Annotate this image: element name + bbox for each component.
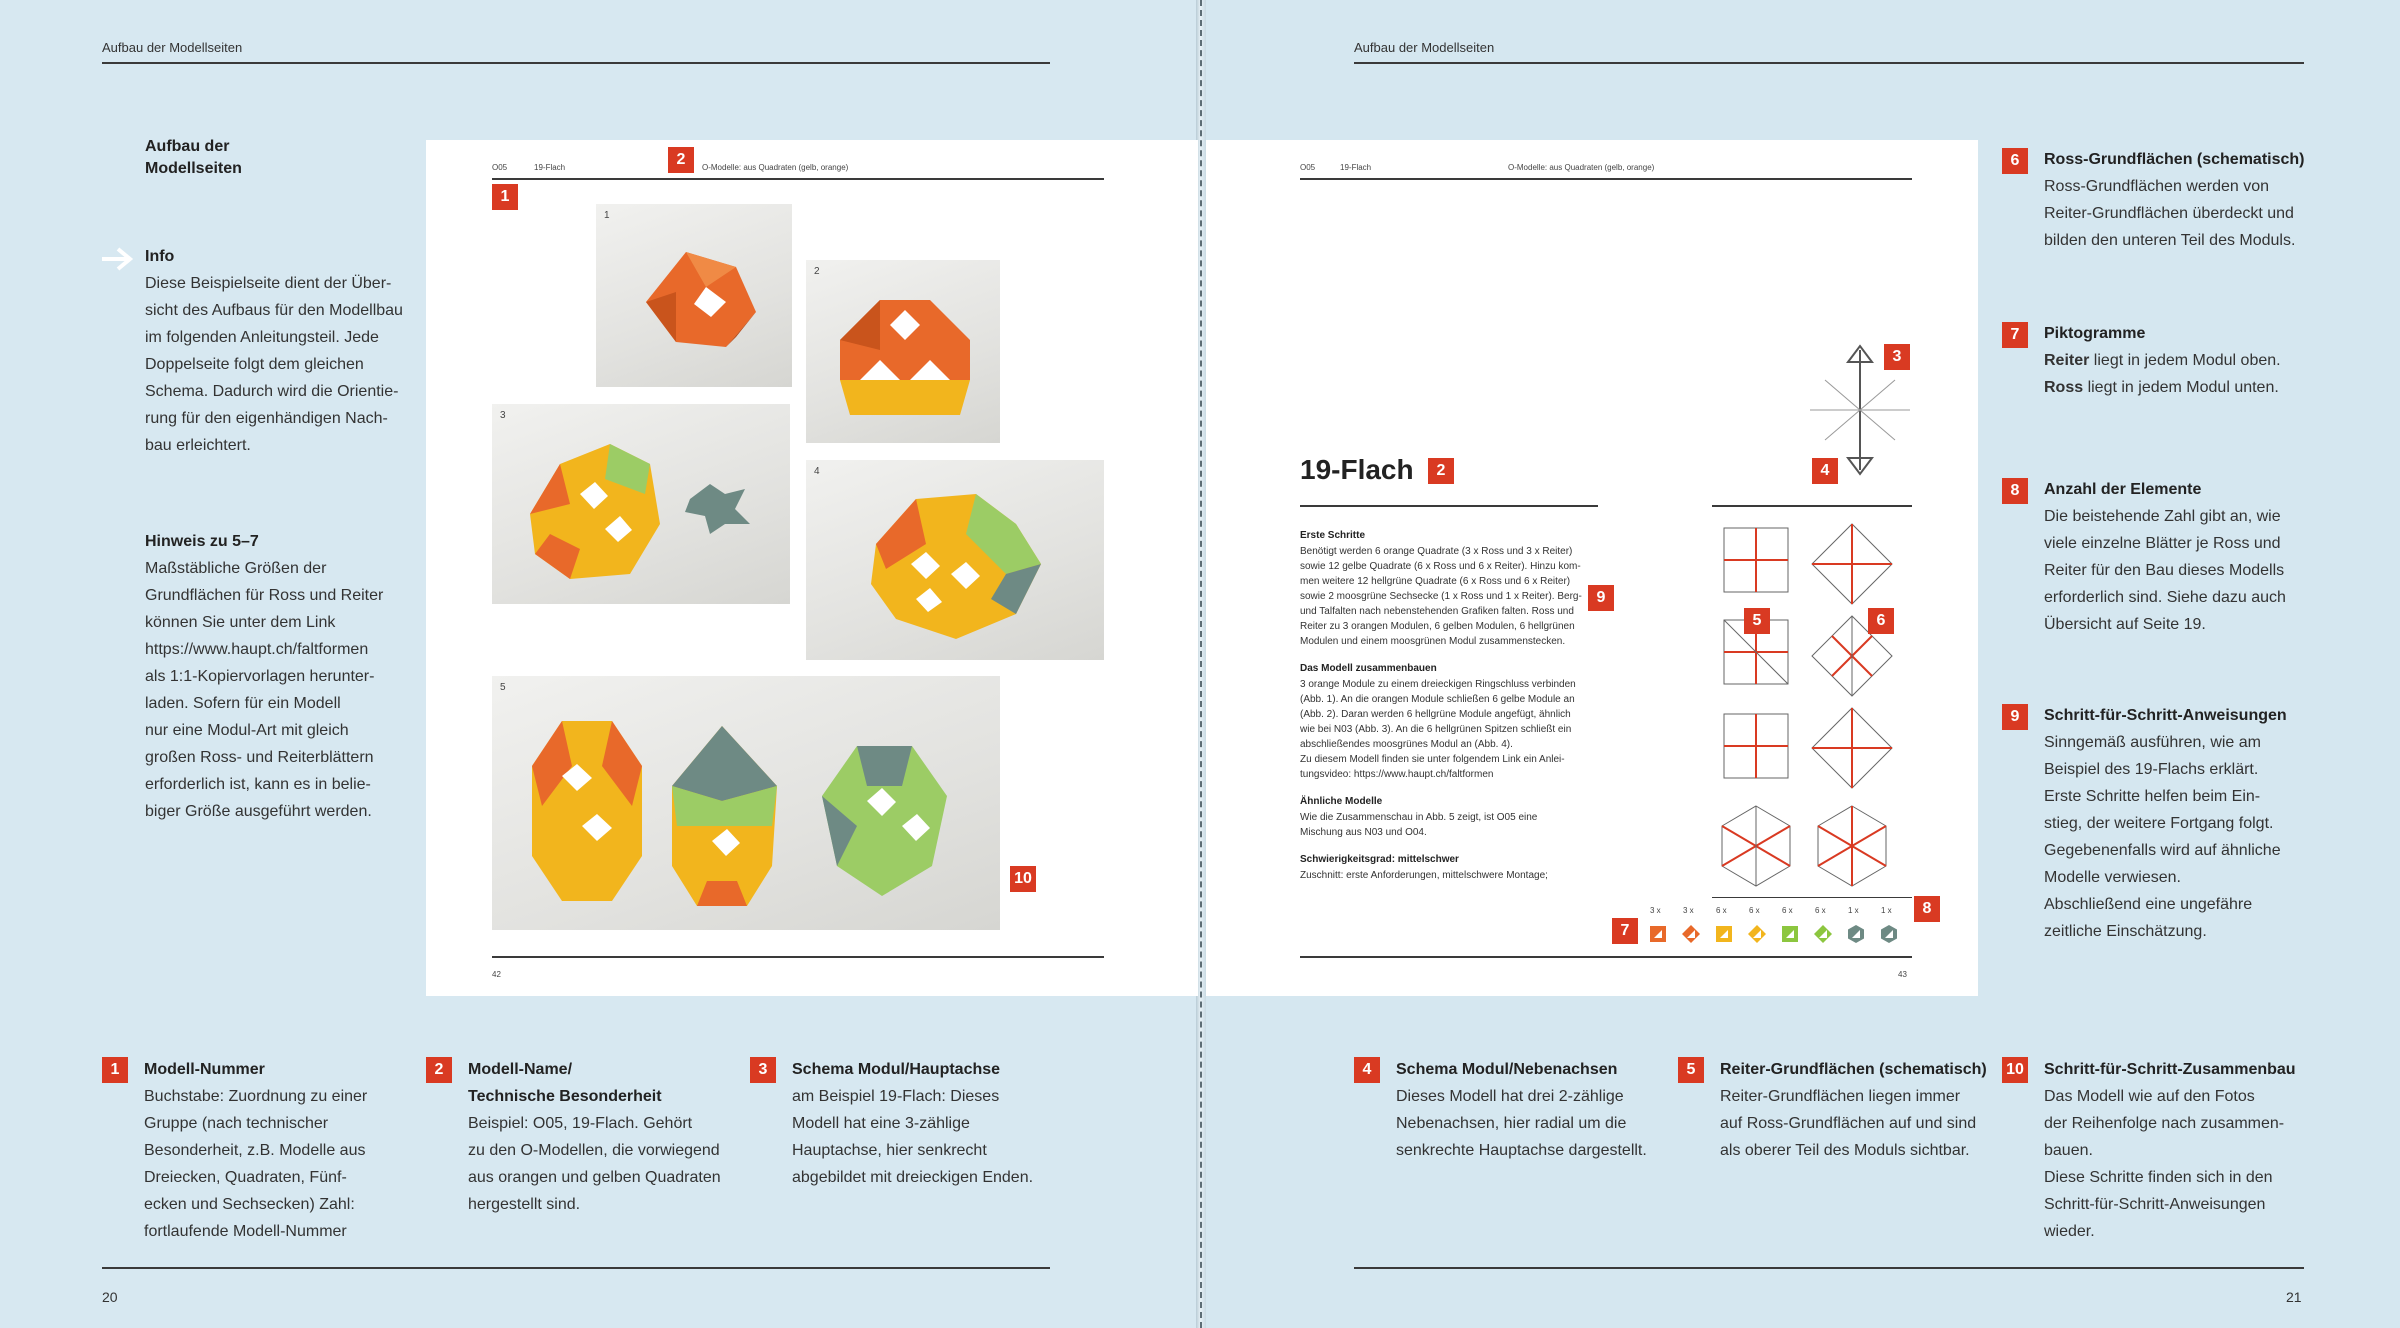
side-note-line [2044, 227, 2334, 254]
side-note-text: Beispiel des 19-Flachs erklärt. [2044, 761, 2259, 778]
arrow-right-icon [100, 245, 134, 278]
badge-6-sample: 6 [1868, 608, 1894, 634]
bottom-note-title: Technische Besonderheit [468, 1088, 662, 1105]
badge-2: 2 [426, 1057, 452, 1083]
bottom-note-line: als oberer Teil des Moduls sichtbar. [1720, 1142, 1970, 1159]
side-note-line [2044, 200, 2334, 227]
side-note-line [2044, 756, 2334, 783]
side-note-line [2044, 864, 2334, 891]
sample-right-code: O05 [1300, 163, 1316, 172]
origami-step-4-illustration [856, 474, 1056, 654]
info-line: sicht des Aufbaus für den Modellbau [145, 302, 403, 319]
ross-pictogram-icon [1813, 924, 1833, 944]
side-note-bold: Ross [2044, 379, 2084, 396]
fold-diagrams [1718, 520, 1918, 900]
side-note-8 [2044, 476, 2334, 638]
sample-instructions [1300, 528, 1600, 895]
origami-step-5-illustration [522, 706, 982, 916]
sample-model-title: 19-Flach [1300, 454, 1414, 485]
badge-10: 10 [2002, 1057, 2028, 1083]
side-note-text: liegt in jedem Modul oben. [2089, 352, 2281, 369]
info-line: im folgenden Anleitungsteil. Jede [145, 329, 379, 346]
instruction-line: Reiter zu 3 orangen Modulen, 6 gelben Modulen, 6 hellgrünen [1300, 621, 1575, 632]
sample-left-header-rule [492, 178, 1104, 180]
element-count: 6 x [1782, 906, 1793, 915]
bottom-note-line: hergestellt sind. [468, 1196, 581, 1213]
bottom-note-title: Modell-Name/ [468, 1061, 573, 1078]
right-side-notes [2002, 0, 2332, 1000]
instruction-heading: Schwierigkeitsgrad: mittelschwer [1300, 854, 1459, 865]
bottom-note-line: Modell hat eine 3-zählige [792, 1115, 970, 1132]
side-note-line [2044, 173, 2334, 200]
instruction-heading: Erste Schritte [1300, 530, 1366, 541]
badge-8-sample: 8 [1914, 896, 1940, 922]
instruction-line: tungsvideo: https://www.haupt.ch/faltformen [1300, 769, 1494, 780]
instruction-line: abschließendes moosgrünes Modul an (Abb. 4). [1300, 739, 1513, 750]
side-note-title: Piktogramme [2044, 325, 2146, 342]
sample-schema-rule [1712, 505, 1912, 507]
side-note-6 [2044, 146, 2334, 254]
origami-step-2-illustration [820, 280, 990, 430]
sample-right-header-rule [1300, 178, 1912, 180]
bottom-note-line: Beispiel: O05, 19-Flach. Gehört [468, 1115, 693, 1132]
instruction-line: (Abb. 2). Daran werden 6 hellgrüne Module angefügt, ähnlich [1300, 709, 1571, 720]
bottom-note-line: wieder. [2044, 1223, 2095, 1240]
bottom-rule-left [102, 1267, 1050, 1269]
element-count: 3 x [1650, 906, 1661, 915]
side-note-line [2044, 783, 2334, 810]
bottom-note-line: Gruppe (nach technischer [144, 1115, 329, 1132]
hinweis-line: können Sie unter dem Link [145, 614, 336, 631]
bottom-note-line: Diese Schritte finden sich in den [2044, 1169, 2273, 1186]
bottom-rule-right [1354, 1267, 2304, 1269]
instruction-line: und Talfalten nach nebenstehenden Grafiken falten. Ross und [1300, 606, 1574, 617]
side-note-text: Übersicht auf Seite 19. [2044, 616, 2206, 633]
element-count: 3 x [1683, 906, 1694, 915]
badge-2-left: 2 [668, 147, 694, 173]
hinweis-heading: Hinweis zu 5–7 [145, 533, 259, 550]
instruction-heading: Das Modell zusammenbauen [1300, 663, 1437, 674]
hinweis-line: erforderlich ist, kann es in belie- [145, 776, 371, 793]
bottom-note-title: Reiter-Grundflächen (schematisch) [1720, 1061, 1987, 1078]
element-count: 6 x [1716, 906, 1727, 915]
side-note-text: erforderlich sind. Siehe dazu auch [2044, 589, 2286, 606]
origami-step-1-illustration [616, 232, 776, 362]
badge-3: 3 [1884, 344, 1910, 370]
bottom-note-5 [1720, 1056, 2010, 1164]
instruction-heading: Ähnliche Modelle [1300, 796, 1383, 807]
badge-6: 6 [2002, 148, 2028, 174]
instruction-section [1300, 661, 1600, 782]
bottom-note-line: Schritt-für-Schritt-Anweisungen [2044, 1196, 2266, 1213]
badge-1: 1 [102, 1057, 128, 1083]
side-note-text: Sinngemäß ausführen, wie am [2044, 734, 2261, 751]
element-count: 1 x [1881, 906, 1892, 915]
side-note-line [2044, 557, 2334, 584]
folio-left: 20 [102, 1289, 118, 1305]
badge-5: 5 [1744, 608, 1770, 634]
info-line: Doppelseite folgt dem gleichen [145, 356, 364, 373]
ross-pictogram-icon [1747, 924, 1767, 944]
bottom-note-3 [792, 1056, 1082, 1191]
side-note-9 [2044, 702, 2334, 945]
info-block [145, 243, 415, 459]
bottom-note-line: senkrechte Hauptachse dargestellt. [1396, 1142, 1647, 1159]
bottom-note-line: Dieses Modell hat drei 2-zählige [1396, 1088, 1624, 1105]
badge-1: 1 [492, 184, 518, 210]
side-note-line [2044, 347, 2334, 374]
sample-left-name: 19-Flach [534, 163, 566, 172]
sample-left-folio: 42 [492, 970, 501, 979]
hinweis-line: laden. Sofern für ein Modell [145, 695, 341, 712]
sample-title-rule [1300, 505, 1598, 507]
badge-5: 5 [1678, 1057, 1704, 1083]
side-note-text: Gegebenenfalls wird auf ähnliche [2044, 842, 2281, 859]
running-head-right: Aufbau der Modellseiten [1354, 40, 1495, 55]
bottom-note-title: Schema Modul/Nebenachsen [1396, 1061, 1618, 1078]
instruction-line: sowie 2 moosgrüne Sechsecke (1 x Ross und 1 x Reiter). Berg- [1300, 591, 1582, 602]
hinweis-line: Maßstäbliche Größen der [145, 560, 327, 577]
instruction-line: Modulen und einem moosgrünen Modul zusammenstecken. [1300, 636, 1566, 647]
bottom-note-4 [1396, 1056, 1686, 1164]
bottom-note-line: Hauptachse, hier senkrecht [792, 1142, 987, 1159]
badge-2-right: 2 [1428, 458, 1454, 484]
bottom-note-line: aus orangen und gelben Quadraten [468, 1169, 721, 1186]
sample-right-name: 19-Flach [1340, 163, 1372, 172]
info-line: Diese Beispielseite dient der Über- [145, 275, 392, 292]
bottom-note-line: am Beispiel 19-Flach: Dieses [792, 1088, 1000, 1105]
side-note-7 [2044, 320, 2334, 401]
info-line: rung für den eigenhändigen Nach- [145, 410, 388, 427]
sample-left-code: O05 [492, 163, 508, 172]
bottom-note-line: der Reihenfolge nach zusammen- [2044, 1115, 2285, 1132]
instruction-section [1300, 528, 1600, 649]
bottom-note-line: ecken und Sechsecken) Zahl: [144, 1196, 355, 1213]
badge-9: 9 [2002, 704, 2028, 730]
photo-step-4: 4 [806, 460, 1104, 660]
side-note-text: stieg, der weitere Fortgang folgt. [2044, 815, 2274, 832]
hinweis-text [145, 555, 425, 825]
bottom-note-title: Schritt-für-Schritt-Zusammenbau [2044, 1061, 2296, 1078]
folio-right: 21 [2286, 1289, 2302, 1305]
hinweis-block [145, 528, 425, 825]
bottom-note-line: Buchstabe: Zuordnung zu einer [144, 1088, 368, 1105]
badge-7: 7 [2002, 322, 2028, 348]
top-rule-left [102, 62, 1050, 64]
side-note-line [2044, 584, 2334, 611]
origami-step-3-illustration [510, 424, 780, 594]
ross-pictogram-icon [1879, 924, 1899, 944]
element-count: 1 x [1848, 906, 1859, 915]
bottom-note-1 [144, 1056, 434, 1245]
instruction-line: men weitere 12 hellgrüne Quadrate (6 x Ross und 6 x Reiter) [1300, 576, 1571, 587]
hinweis-line: nur eine Modul-Art mit gleich [145, 722, 349, 739]
side-note-text: Erste Schritte helfen beim Ein- [2044, 788, 2261, 805]
side-note-text: liegt in jedem Modul unten. [2083, 379, 2279, 396]
badge-9: 9 [1588, 585, 1614, 611]
side-note-line [2044, 729, 2334, 756]
bottom-note-line: abgebildet mit dreieckigen Enden. [792, 1169, 1034, 1186]
bottom-note-line: Reiter-Grundflächen liegen immer [1720, 1088, 1961, 1105]
instruction-line: Wie die Zusammenschau in Abb. 5 zeigt, ist O05 eine [1300, 812, 1538, 823]
reiter-pictogram-icon [1846, 924, 1866, 944]
hinweis-line: biger Größe ausgeführt werden. [145, 803, 372, 820]
badge-4: 4 [1354, 1057, 1380, 1083]
hinweis-line: als 1:1-Kopiervorlagen herunter- [145, 668, 375, 685]
badge-7-sample: 7 [1612, 918, 1638, 944]
reiter-pictogram-icon [1780, 924, 1800, 944]
bottom-note-line: auf Ross-Grundflächen auf und sind [1720, 1115, 1977, 1132]
instruction-line: (Abb. 1). An die orangen Module schließen 6 gelbe Module an [1300, 694, 1575, 705]
side-note-line [2044, 503, 2334, 530]
instruction-line: sowie 12 gelbe Quadrate (6 x Ross und 6 x Reiter). Hinzu kom- [1300, 561, 1581, 572]
pictograms [1648, 924, 1898, 944]
side-note-title: Schritt-für-Schritt-Anweisungen [2044, 707, 2287, 724]
reiter-pictogram-icon [1648, 924, 1668, 944]
side-note-title: Anzahl der Elemente [2044, 481, 2202, 498]
side-note-text: bilden den unteren Teil des Moduls. [2044, 232, 2296, 249]
instruction-line: Zu diesem Modell finden sie unter folgendem Link ein Anlei- [1300, 754, 1565, 765]
instruction-line: 3 orange Module zu einem dreieckigen Ringschluss verbinden [1300, 679, 1576, 690]
side-note-line [2044, 891, 2334, 918]
bottom-note-line: Besonderheit, z.B. Modelle aus [144, 1142, 366, 1159]
photo-step-5: 5 [492, 676, 1000, 930]
bottom-note-line: Nebenachsen, hier radial um die [1396, 1115, 1627, 1132]
side-note-text: Reiter-Grundflächen überdeckt und [2044, 205, 2294, 222]
element-count: 6 x [1749, 906, 1760, 915]
side-note-text: Modelle verwiesen. [2044, 869, 2181, 886]
hinweis-line: https://www.haupt.ch/faltformen [145, 641, 369, 658]
instruction-line: Benötigt werden 6 orange Quadrate (3 x Ross und 3 x Reiter) [1300, 546, 1573, 557]
sample-right-desc: O-Modelle: aus Quadraten (gelb, orange) [1508, 163, 1655, 172]
side-note-title: Ross-Grundflächen (schematisch) [2044, 151, 2305, 168]
sample-right-folio: 43 [1898, 970, 1907, 979]
hinweis-line: großen Ross- und Reiterblättern [145, 749, 374, 766]
photo-step-3: 3 [492, 404, 790, 604]
badge-3: 3 [750, 1057, 776, 1083]
info-line: Schema. Dadurch wird die Orientie- [145, 383, 399, 400]
instruction-section [1300, 794, 1600, 840]
side-note-text: Abschließend eine ungefähre [2044, 896, 2253, 913]
side-note-text: Reiter für den Bau dieses Modells [2044, 562, 2285, 579]
instruction-section [1300, 852, 1600, 883]
side-note-line [2044, 611, 2334, 638]
instruction-line: Mischung aus N03 und O04. [1300, 827, 1427, 838]
element-counts [1648, 906, 1898, 920]
bottom-note-line: Dreiecken, Quadraten, Fünf- [144, 1169, 347, 1186]
sample-left-footer-rule [492, 956, 1104, 958]
side-note-line [2044, 530, 2334, 557]
info-heading: Info [145, 248, 175, 265]
counts-rule [1712, 897, 1912, 898]
instruction-line: Zuschnitt: erste Anforderungen, mittelschwere Montage; [1300, 870, 1548, 881]
side-note-text: viele einzelne Blätter je Ross und [2044, 535, 2281, 552]
photo-step-2: 2 [806, 260, 1000, 443]
element-count: 6 x [1815, 906, 1826, 915]
badge-4: 4 [1812, 458, 1838, 484]
side-note-line [2044, 918, 2334, 945]
info-text [145, 270, 415, 459]
side-note-text: Die beistehende Zahl gibt an, wie [2044, 508, 2281, 525]
side-note-bold: Reiter [2044, 352, 2090, 369]
badge-10: 10 [1010, 866, 1036, 892]
bottom-note-title: Schema Modul/Hauptachse [792, 1061, 1001, 1078]
bottom-note-line: zu den O-Modellen, die vorwiegend [468, 1142, 720, 1159]
bottom-note-title: Modell-Nummer [144, 1061, 265, 1078]
bottom-note-10 [2044, 1056, 2334, 1245]
running-head-left: Aufbau der Modellseiten [102, 40, 243, 55]
photo-step-1: 1 [596, 204, 792, 387]
side-note-line [2044, 374, 2334, 401]
bottom-note-2 [468, 1056, 758, 1218]
reiter-pictogram-icon [1714, 924, 1734, 944]
bottom-note-line: Das Modell wie auf den Fotos [2044, 1088, 2255, 1105]
sidebar-title: Aufbau der Modellseiten [145, 138, 242, 177]
bottom-note-line: bauen. [2044, 1142, 2093, 1159]
sample-right-footer-rule [1300, 956, 1912, 958]
side-note-line [2044, 837, 2334, 864]
gutter-fold-line [1200, 0, 1202, 1328]
ross-pictogram-icon [1681, 924, 1701, 944]
info-line: bau erleichtert. [145, 437, 251, 454]
side-note-line [2044, 810, 2334, 837]
badge-8: 8 [2002, 478, 2028, 504]
bottom-note-line: fortlaufende Modell-Nummer [144, 1223, 347, 1240]
hinweis-line: Grundflächen für Ross und Reiter [145, 587, 384, 604]
side-note-text: Ross-Grundflächen werden von [2044, 178, 2270, 195]
side-note-text: zeitliche Einschätzung. [2044, 923, 2207, 940]
sample-left-desc: O-Modelle: aus Quadraten (gelb, orange) [702, 163, 849, 172]
instruction-line: wie bei N03 (Abb. 3). An die 6 hellgrünen Spitzen schließt ein [1300, 724, 1572, 735]
